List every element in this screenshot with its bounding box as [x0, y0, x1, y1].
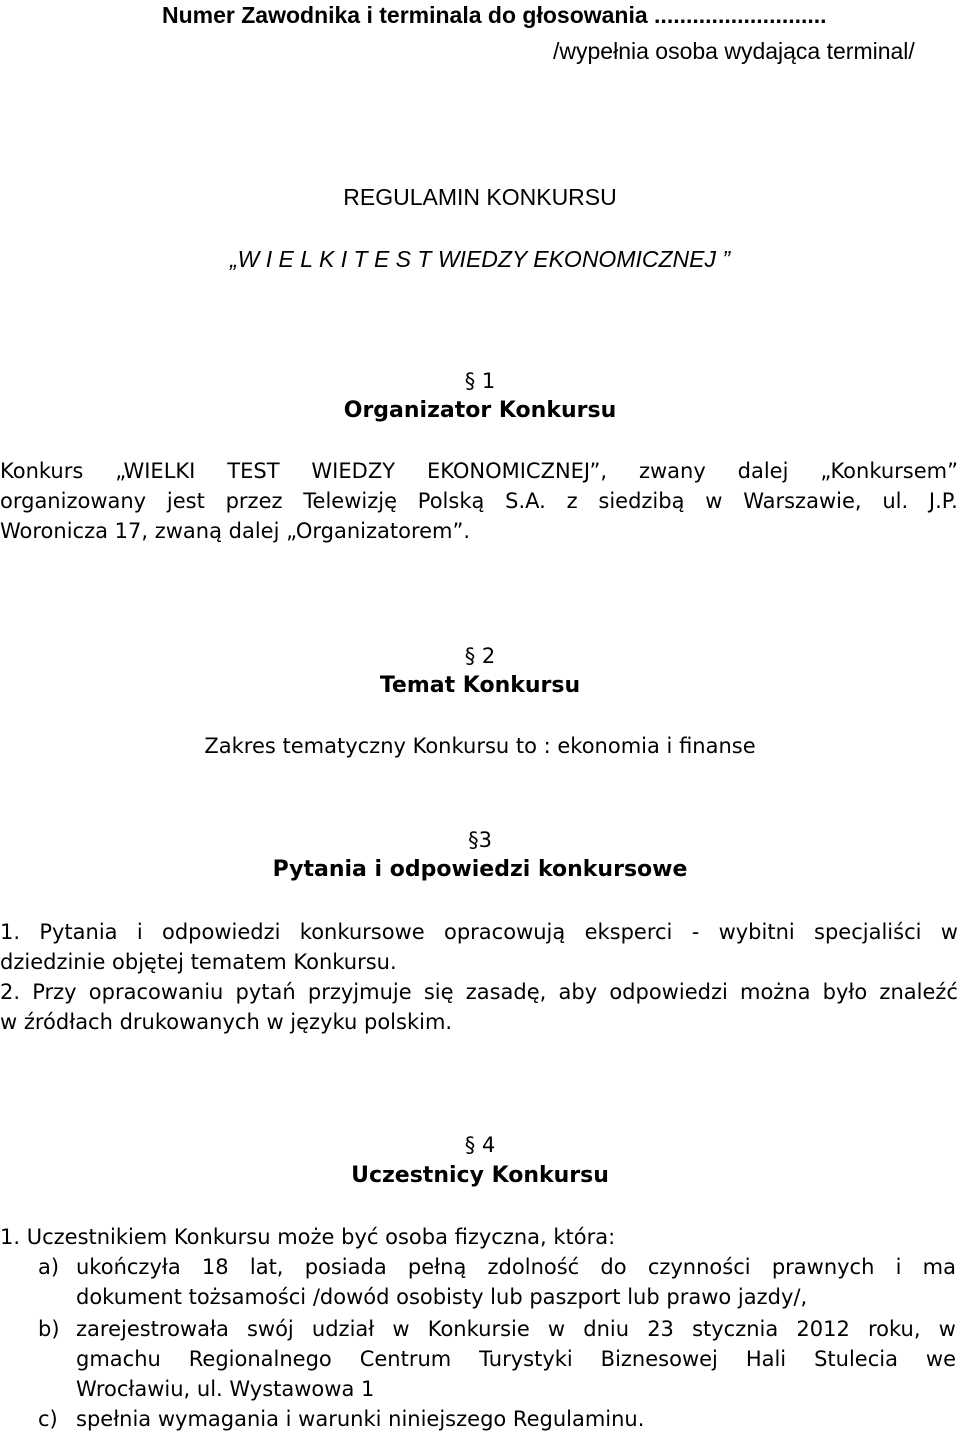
- word: z: [566, 489, 578, 513]
- list-item-c-line-1: spełnia wymagania i warunki niniejszego Regulaminu.: [76, 1407, 645, 1431]
- section-1-line-1: [0, 456, 958, 486]
- word: jest: [166, 489, 205, 513]
- word: 2.: [0, 980, 21, 1004]
- header-note: /wypełnia osoba wydająca terminal/: [553, 38, 915, 64]
- word: Telewizję: [303, 489, 398, 513]
- list-item-b-line-3: Wrocławiu, ul. Wystawowa 1: [76, 1377, 375, 1401]
- word: gmachu: [76, 1347, 161, 1371]
- word: pytań: [235, 980, 296, 1004]
- word: w: [940, 920, 958, 944]
- section-2-heading: Temat Konkursu: [379, 673, 581, 698]
- word: „WIELKI: [115, 459, 196, 483]
- section-4-heading: Uczestnicy Konkursu: [351, 1163, 609, 1188]
- word: można: [739, 980, 811, 1004]
- word: prawnych: [771, 1255, 875, 1279]
- word: specjaliści: [814, 920, 922, 944]
- word: i: [895, 1255, 902, 1279]
- section-3-number: §3: [468, 828, 492, 852]
- section-1-number: § 1: [464, 369, 496, 393]
- word: wybitni: [718, 920, 795, 944]
- word: dalej: [737, 459, 789, 483]
- word: zarejestrowała: [76, 1317, 229, 1341]
- word: się: [423, 980, 454, 1004]
- word: odpowiedzi: [162, 920, 281, 944]
- list-marker: a): [38, 1255, 60, 1279]
- list-marker: c): [38, 1407, 58, 1431]
- word: Pytania: [39, 920, 118, 944]
- word: EKONOMICZNEJ”,: [426, 459, 608, 483]
- word: Konkurs: [0, 459, 84, 483]
- word: Konkursie: [427, 1317, 530, 1341]
- word: Stulecia: [814, 1347, 898, 1371]
- word: pełną: [407, 1255, 467, 1279]
- word: 23: [647, 1317, 674, 1341]
- section-4-number: § 4: [464, 1133, 496, 1157]
- list-marker: b): [38, 1317, 60, 1341]
- word: 2012: [796, 1317, 850, 1341]
- word: Turystyki: [479, 1347, 573, 1371]
- section-3-line-2: dziedzinie objętej tematem Konkursu.: [0, 950, 397, 974]
- word: stycznia: [692, 1317, 779, 1341]
- word: S.A.: [505, 489, 546, 513]
- word: „Konkursem”: [820, 459, 958, 483]
- word: dniu: [583, 1317, 630, 1341]
- word: przez: [225, 489, 283, 513]
- word: ukończyła: [76, 1255, 181, 1279]
- word: J.P.: [928, 489, 958, 513]
- section-1-heading: Organizator Konkursu: [343, 398, 617, 423]
- section-1-paragraph: [0, 456, 958, 546]
- section-2-number: § 2: [464, 644, 496, 668]
- word: odpowiedzi: [609, 980, 728, 1004]
- word: Hali: [745, 1347, 787, 1371]
- word: -: [691, 920, 700, 944]
- word: posiada: [304, 1255, 387, 1279]
- section-1-line-2: [0, 486, 958, 516]
- word: Regionalnego: [188, 1347, 332, 1371]
- list-item-b-line-2: [76, 1344, 956, 1374]
- word: opracowują: [444, 920, 566, 944]
- word: 18: [201, 1255, 229, 1279]
- section-2-text: Zakres tematyczny Konkursu to : ekonomia i finanse: [204, 734, 756, 758]
- word: Przy: [32, 980, 77, 1004]
- word: w: [392, 1317, 410, 1341]
- word: czynności: [647, 1255, 751, 1279]
- list-item-b-line-1: [76, 1314, 956, 1344]
- document-title: REGULAMIN KONKURSU: [343, 184, 617, 210]
- word: do: [600, 1255, 627, 1279]
- word: znaleźć: [879, 980, 958, 1004]
- list-item-a-line-1: [76, 1252, 956, 1282]
- word: organizowany: [0, 489, 147, 513]
- word: zwany: [638, 459, 706, 483]
- word: zdolność: [487, 1255, 580, 1279]
- word: aby: [558, 980, 598, 1004]
- word: TEST: [227, 459, 280, 483]
- word: WIEDZY: [311, 459, 396, 483]
- word: zasadę,: [465, 980, 547, 1004]
- word: eksperci: [584, 920, 673, 944]
- word: w: [938, 1317, 956, 1341]
- section-3-paragraph: [0, 917, 958, 1037]
- word: swój: [246, 1317, 294, 1341]
- word: roku,: [867, 1317, 921, 1341]
- list-item-a-line-2: dokument tożsamości /dowód osobisty lub paszport lub prawo jazdy/,: [76, 1285, 808, 1309]
- section-3-line-1: [0, 917, 958, 947]
- word: i: [136, 920, 143, 944]
- word: Centrum: [359, 1347, 452, 1371]
- word: przyjmuje: [307, 980, 412, 1004]
- word: Biznesowej: [600, 1347, 718, 1371]
- word: Warszawie,: [743, 489, 862, 513]
- section-4-intro: 1. Uczestnikiem Konkursu może być osoba fizyczna, która:: [0, 1225, 616, 1249]
- section-1-line-3: Woronicza 17, zwaną dalej „Organizatorem”.: [0, 519, 471, 543]
- word: Polską: [417, 489, 485, 513]
- word: ul.: [882, 489, 909, 513]
- word: konkursowe: [299, 920, 425, 944]
- word: lat,: [249, 1255, 284, 1279]
- word: we: [925, 1347, 956, 1371]
- section-3-line-4: w źródłach drukowanych w języku polskim.: [0, 1010, 453, 1034]
- word: opracowaniu: [88, 980, 224, 1004]
- word: udział: [311, 1317, 375, 1341]
- word: 1.: [0, 920, 21, 944]
- header-participant-number: Numer Zawodnika i terminala do głosowania ...........................: [162, 2, 827, 28]
- word: siedzibą: [598, 489, 685, 513]
- word: w: [547, 1317, 566, 1341]
- document-subtitle: „W I E L K I T E S T WIEDZY EKONOMICZNEJ ”: [229, 246, 731, 272]
- word: ma: [922, 1255, 956, 1279]
- word: w: [705, 489, 723, 513]
- section-3-line-3: [0, 977, 958, 1007]
- word: było: [822, 980, 868, 1004]
- section-3-heading: Pytania i odpowiedzi konkursowe: [272, 857, 688, 882]
